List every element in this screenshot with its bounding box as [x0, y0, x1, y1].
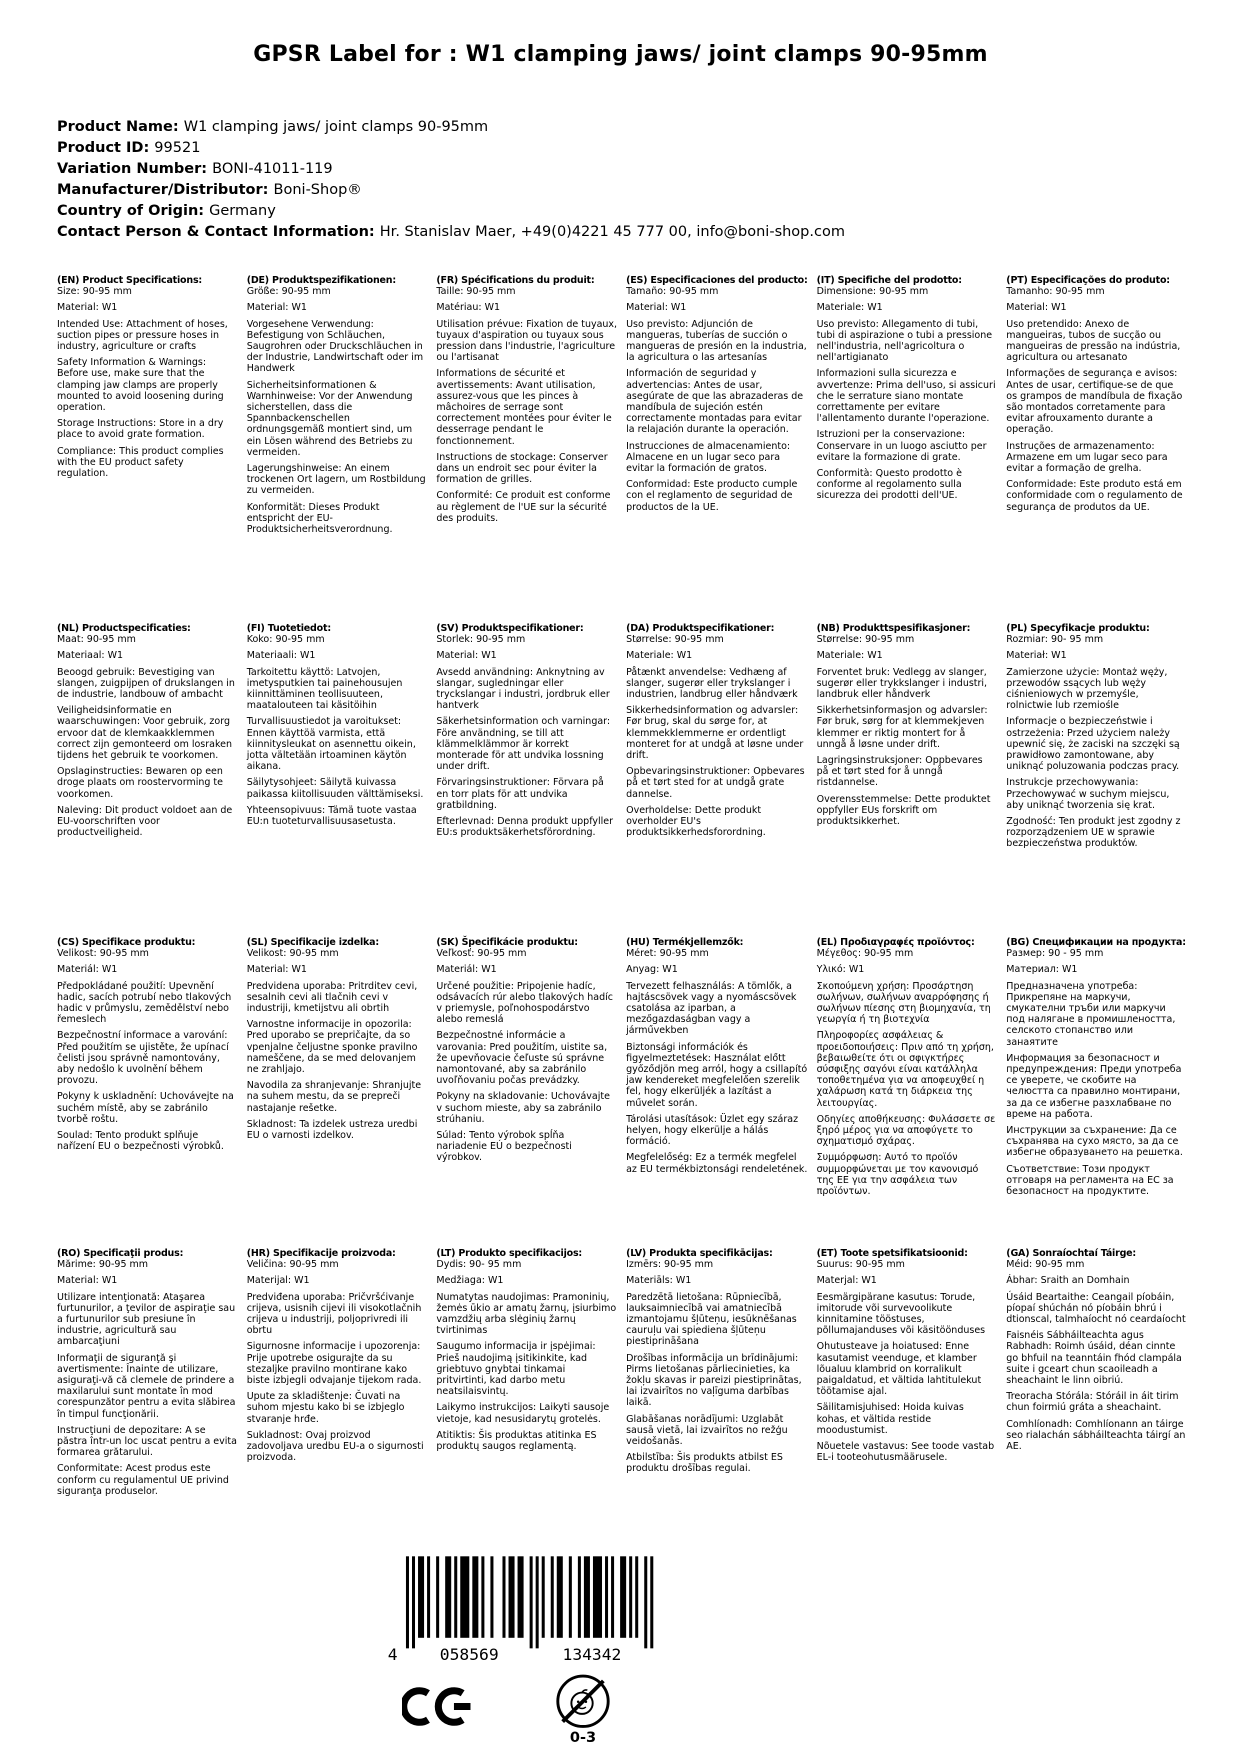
barcode-bar	[578, 1556, 581, 1637]
spec-paragraph: Sigurnosne informacije i upozorenja: Prije upotrebe osigurajte da su stezaljke pravilno montirane kako biste izbjegli odvajanje tijekom rada.	[246, 1341, 422, 1387]
product-info-row	[57, 159, 1184, 180]
spec-paragraph: Veľkosť: 90-95 mm	[436, 948, 527, 960]
spec-paragraph: Numatytas naudojimas: Pramoninių, žemės ūkio ar amatų žarnų, įsiurbimo vamzdžių arba slėginių žarnų tvirtinimas	[436, 1291, 617, 1337]
spec-paragraph: Nõuetele vastavus: See toode vastab EL-i tooteohutusmäärusele.	[816, 1441, 995, 1464]
barcode-bar	[551, 1556, 554, 1637]
barcode-bar	[406, 1556, 409, 1648]
spec-paragraph: Информация за безопасност и предупреждения: Преди употреба се уверете, че скобите на челюстта са правилно монтирани, за да се избегне разхлабване по време на работа.	[1006, 1052, 1182, 1120]
spec-paragraph: Comhlíonadh: Comhlíonann an táirge seo rialachán sábháilteachta táirgí an AE.	[1006, 1418, 1186, 1453]
spec-paragraph: Materiál: W1	[57, 964, 118, 976]
barcode-bar	[569, 1556, 572, 1637]
spec-paragraph: Efterlevnad: Denna produkt uppfyller EU:s produktsäkerhetsförordning.	[436, 816, 614, 839]
spec-paragraph: Tamanho: 90-95 mm	[1006, 286, 1105, 298]
product-info-value: Boni-Shop®	[273, 182, 362, 198]
lang-block-it	[817, 275, 998, 623]
spec-paragraph: Materiale: W1	[626, 650, 693, 662]
spec-paragraph: Konformität: Dieses Produkt entspricht der EU-Produktsicherheitsverordnung.	[246, 501, 393, 536]
barcode-bar	[629, 1556, 632, 1637]
spec-paragraph: Material: W1	[246, 302, 307, 314]
spec-paragraph: Οδηγίες αποθήκευσης: Φυλάσσετε σε ξηρό μέρος για να αποφύγετε το σχηματισμό σχάρας.	[816, 1113, 996, 1148]
spec-paragraph: Rozmiar: 90- 95 mm	[1006, 634, 1104, 646]
barcode-digits-group1: 058569	[439, 1644, 499, 1664]
spec-paragraph: Instrukcje przechowywania: Przechowywać w suchym miejscu, aby uniknąć tworzenia się krat.	[1006, 777, 1170, 811]
spec-paragraph: Materiale: W1	[816, 650, 883, 662]
lang-block-heading: (RO) Specificaţii produs:	[57, 1248, 184, 1259]
lang-block-sk	[436, 937, 617, 1248]
spec-paragraph: Informacje o bezpieczeństwie i ostrzeżenia: Przed użyciem należy upewnić się, że zaciski na szczęki są prawidłowo zamontowane, aby uniknąć poluzowania podczas pracy.	[1006, 716, 1180, 773]
spec-paragraph: Størrelse: 90-95 mm	[626, 634, 724, 646]
lang-block-cs	[57, 937, 238, 1248]
spec-paragraph: Taille: 90-95 mm	[436, 286, 516, 298]
spec-paragraph: Biztonsági információk és figyelmeztetések: Használat előtt győződjön meg arról, hogy a csillapító jaw kendereket megfelelően szerelik fel, hogy elkerüljék a lazítást a művelet során.	[626, 1041, 808, 1109]
conformity-marks	[402, 1672, 1241, 1748]
barcode-bar	[509, 1556, 515, 1637]
spec-paragraph: Instructions de stockage: Conserver dans un endroit sec pour éviter la formation de grilles.	[436, 451, 608, 486]
spec-paragraph: Laikymo instrukcijos: Laikyti sausoje vietoje, kad nesusidarytų grotelės.	[436, 1402, 610, 1425]
spec-paragraph: Méid: 90-95 mm	[1006, 1259, 1085, 1271]
product-info-value: Hr. Stanislav Maer, +49(0)4221 45 777 00, info@boni-shop.com	[379, 224, 845, 240]
barcode-bar	[490, 1556, 493, 1637]
spec-paragraph: Materiaali: W1	[246, 650, 316, 662]
spec-paragraph: Izmērs: 90-95 mm	[626, 1259, 714, 1271]
product-info-label: Variation Number:	[57, 161, 213, 177]
lang-block-heading: (HR) Specifikacije proizvoda:	[246, 1248, 396, 1259]
spec-paragraph: Yhteensopivuus: Tämä tuote vastaa EU:n tuoteturvallisuusasetusta.	[246, 804, 417, 828]
spec-paragraph: Informaţii de siguranţă şi avertismente: Înainte de utilizare, asiguraţi-vă că clemele de prindere a maxilarului sunt montate în mod corespunzător pentru a evita slăbirea în timpul funcţionării.	[57, 1352, 236, 1420]
spec-paragraph: Atbilstība: Šis produkts atbilst ES produktu drošības regulai.	[626, 1452, 783, 1475]
barcode-bar	[418, 1556, 424, 1637]
lang-block-heading: (LV) Produkta specifikācijas:	[626, 1248, 773, 1259]
lang-block-da	[626, 623, 808, 937]
barcode-bar	[445, 1556, 451, 1637]
barcode-bar	[650, 1556, 653, 1648]
spec-paragraph: Velikost: 90-95 mm	[57, 948, 149, 960]
lang-block-heading: (DE) Produktspezifikationen:	[246, 275, 396, 286]
spec-paragraph: Paredzētā lietošana: Rūpniecībā, lauksaimniecībā vai amatniecībā izmantojamu šļūteņu, iesūknēšanas cauruļu vai spiediena šļūteņu piestiprināšana	[626, 1291, 797, 1348]
barcode-bar	[502, 1556, 505, 1637]
spec-paragraph: Uso previsto: Adjunción de mangueras, tuberías de succión o mangueras de presión en la industria, la agricultura o las artesanías	[626, 318, 807, 364]
spec-paragraph: Materiál: W1	[436, 964, 497, 976]
barcode-bar	[412, 1556, 415, 1648]
lang-block-ga	[1006, 1248, 1187, 1502]
spec-paragraph: Storage Instructions: Store in a dry place to avoid grate formation.	[57, 418, 224, 441]
lang-block-heading: (SV) Produktspecifikationer:	[436, 623, 584, 634]
lang-block-heading: (HU) Termékjellemzők:	[626, 937, 744, 948]
product-info-value: Germany	[209, 203, 276, 219]
spec-paragraph: Opbevaringsinstruktioner: Opbevares på et tørt sted for at undgå grate dannelse.	[626, 766, 805, 800]
spec-paragraph: Material: W1	[57, 1275, 118, 1287]
spec-paragraph: Opslaginstructies: Bewaren op een droge plaats om roostervorming te voorkomen.	[57, 766, 223, 800]
age-warning-label: 0-3	[569, 1730, 597, 1747]
spec-paragraph: Pokyny k uskladnění: Uchovávejte na suchém místě, aby se zabránilo tvorbě roštu.	[57, 1091, 234, 1125]
spec-paragraph: Säilytysohjeet: Säilytä kuivassa paikassa kiitollisuuden välttämiseksi.	[246, 777, 424, 800]
spec-paragraph: Utilisation prévue: Fixation de tuyaux, tuyaux d'aspiration ou tuyaux sous pression dans l'industrie, l'agriculture ou l'artisanat	[436, 318, 618, 364]
spec-paragraph: Sicherheitsinformationen & Warnhinweise: Vor der Anwendung sicherstellen, dass die Spannbackenschellen ordnungsgemäß montiert sind, um ein Lösen während des Betriebs zu vermeiden.	[246, 379, 413, 458]
barcode-bar	[605, 1556, 608, 1637]
spec-paragraph: Bezpečnostné informácie a varovania: Pred použitím, uistite sa, že upevňovacie čeľuste sú správne namontované, aby sa zabránilo uvoľňovaniu počas prevádzky.	[436, 1030, 608, 1087]
spec-paragraph: Größe: 90-95 mm	[246, 286, 331, 298]
lang-block-heading: (IT) Specifiche del prodotto:	[816, 275, 962, 286]
spec-paragraph: Dimensione: 90-95 mm	[816, 286, 929, 298]
lang-block-fi	[247, 623, 428, 937]
product-info-value: BONI-41011-119	[212, 161, 333, 177]
lang-block-lv	[626, 1248, 808, 1502]
lang-block-es	[626, 275, 808, 623]
page-title: GPSR Label for : W1 clamping jaws/ joint clamps 90-95mm	[253, 42, 988, 67]
spec-paragraph: Ohutusteave ja hoiatused: Enne kasutamist veenduge, et klamber lõualuu klambrid on korralikult paigaldatud, et vältida lahtitulekut töötamise ajal.	[816, 1341, 982, 1398]
spec-paragraph: Material: W1	[436, 650, 497, 662]
lang-block-heading: (EL) Προδιαγραφές προϊόντος:	[816, 937, 975, 948]
spec-paragraph: Turvallisuustiedot ja varoitukset: Ennen käyttöä varmista, että kiinnitysleukat on asennettu oikein, jotta vältetään irtoaminen käytön aikana.	[246, 716, 416, 773]
spec-paragraph: Velikost: 90-95 mm	[246, 948, 339, 960]
spec-paragraph: Glabāšanas norādījumi: Uzglabāt sausā vietā, lai izvairītos no režģu veidošanās.	[626, 1413, 788, 1448]
barcode-bar	[427, 1556, 430, 1637]
spec-paragraph: Beoogd gebruik: Bevestiging van slangen, zuigpijpen of drukslangen in de industrie, landbouw of ambacht	[57, 666, 235, 701]
spec-paragraph: Materiał: W1	[1006, 650, 1067, 662]
spec-paragraph: Dydis: 90- 95 mm	[436, 1259, 522, 1271]
spec-paragraph: Материал: W1	[1006, 964, 1078, 976]
spec-paragraph: Informations de sécurité et avertissements: Avant utilisation, assurez-vous que les pinces à mâchoires de serrage sont correctement montées pour éviter le desserrage pendant le fonctionnement.	[436, 368, 612, 447]
spec-paragraph: Tamaño: 90-95 mm	[626, 286, 719, 298]
spec-paragraph: Tervezett felhasználás: A tömlők, a hajtáscsövek vagy a nyomáscsövek csatolása az iparban, a mezőgazdaságban vagy a járművekben	[626, 980, 797, 1037]
spec-paragraph: Compliance: This product complies with the EU product safety regulation.	[57, 445, 224, 480]
lang-block-heading: (ES) Especificaciones del producto:	[626, 275, 808, 286]
spec-paragraph: Instruções de armazenamento: Armazene em um lugar seco para evitar a formação de grelha.	[1006, 440, 1168, 475]
spec-paragraph: Información de seguridad y advertencias: Antes de usar, asegúrate de que las abrazaderas de mandíbula de sujeción estén correctamente montadas para evitar la relajación durante la operación.	[626, 368, 804, 436]
product-info-section	[57, 117, 1184, 243]
spec-paragraph: Material: W1	[626, 302, 687, 314]
product-info-value: 99521	[154, 140, 201, 156]
lang-block-bg	[1006, 937, 1187, 1248]
lang-block-pt	[1006, 275, 1187, 623]
spec-paragraph: Sikkerhetsinformasjon og advarsler: Før bruk, sørg for at klemmekjeven klemmer er riktig montert for å unngå å løsne under drift.	[816, 705, 988, 750]
lang-block-heading: (ET) Toote spetsifikatsioonid:	[816, 1248, 968, 1259]
barcode-bar	[557, 1556, 563, 1637]
ean-barcode	[382, 1556, 660, 1664]
lang-block-el	[817, 937, 998, 1248]
product-info-value: W1 clamping jaws/ joint clamps 90-95mm	[183, 119, 489, 135]
barcode-bar	[644, 1556, 647, 1648]
spec-paragraph: Saugumo informacija ir įspėjimai: Prieš naudojimą įsitikinkite, kad griebtuvo gnybtai tinkamai pritvirtinti, kad darbo metu neatsilaisvintų.	[436, 1341, 596, 1398]
label-footer	[0, 1556, 1241, 1748]
barcode-bar	[635, 1556, 638, 1637]
barcode-bar	[481, 1556, 484, 1637]
barcode-digit-left: 4	[387, 1644, 398, 1664]
spec-paragraph: Σκοπούμενη χρήση: Προσάρτηση σωλήνων, σωλήνων αναρρόφησης ή σωλήνων πίεσης στη βιομηχανία, τη γεωργία ή τη βιοτεχνία	[816, 980, 991, 1026]
lang-block-lt	[436, 1248, 617, 1502]
spec-paragraph: Conformità: Questo prodotto è conforme al regolamento sulla sicurezza dei prodotti dell'UE.	[816, 468, 962, 502]
barcode-bar	[460, 1556, 469, 1637]
spec-paragraph: Informações de segurança e avisos: Antes de usar, certifique-se de que os grampos de mandíbula de fixação são montados corretamente para evitar afrouxamento durante a operação.	[1006, 368, 1183, 436]
ce-mark-icon	[402, 1686, 476, 1727]
barcode-bar	[584, 1556, 590, 1637]
spec-paragraph: Μέγεθος: 90-95 mm	[816, 948, 914, 960]
spec-paragraph: Påtænkt anvendelse: Vedhæng af slanger, sugerør eller trykslanger i industrien, landbrug eller håndværk	[626, 666, 798, 701]
spec-paragraph: Předpokládané použití: Upevnění hadic, sacích potrubí nebo tlakových hadic v průmyslu, zemědělství nebo řemeslech	[57, 980, 232, 1026]
lang-block-heading: (DA) Produktspecifikationer:	[626, 623, 775, 634]
spec-paragraph: Material: W1	[246, 964, 307, 976]
ean-barcode-bars-icon	[382, 1556, 660, 1664]
barcode-bar	[472, 1556, 478, 1637]
spec-paragraph: Uso previsto: Allegamento di tubi, tubi di aspirazione o tubi a pressione nell'industria, nell'agricoltura o nell'artigianato	[816, 318, 993, 364]
spec-paragraph: Material: W1	[57, 302, 118, 314]
lang-block-heading: (BG) Спецификации на продукта:	[1006, 937, 1186, 948]
spec-paragraph: Predviđena uporaba: Pričvršćivanje crijeva, usisnih cijevi ili visokotlačnih crijeva u industriji, poljoprivredi ili obrtu	[246, 1291, 422, 1337]
spec-paragraph: Suurus: 90-95 mm	[816, 1259, 905, 1271]
product-info-label: Manufacturer/Distributor:	[57, 182, 274, 198]
spec-paragraph: Matériau: W1	[436, 302, 501, 314]
product-info-row	[57, 180, 1184, 201]
spec-paragraph: Maat: 90-95 mm	[57, 634, 136, 646]
barcode-bar	[454, 1556, 457, 1637]
lang-block-heading: (GA) Sonraíochtaí Táirge:	[1006, 1248, 1137, 1259]
lang-block-nl	[57, 623, 238, 937]
spec-paragraph: Bezpečnostní informace a varování: Před použitím se ujistěte, že upínací čelisti jsou správně namontovány, aby nedošlo k uvolnění během provozu.	[57, 1030, 229, 1087]
spec-paragraph: Treoracha Stórála: Stóráil in áit tirim chun foirmiú gráta a sheachaint.	[1006, 1391, 1179, 1414]
spec-paragraph: Размер: 90 - 95 mm	[1006, 948, 1104, 960]
spec-paragraph: Drošības informācija un brīdinājumi: Pirms lietošanas pārliecinieties, ka žokļu skavas ir pareizi piestiprinātas, lai izvairītos no vaļīguma darbības laikā.	[626, 1352, 802, 1409]
spec-paragraph: Instrucciones de almacenamiento: Almacene en un lugar seco para evitar la formación de gratos.	[626, 440, 791, 475]
spec-paragraph: Predvidena uporaba: Pritrditev cevi, sesalnih cevi ali tlačnih cevi v industriji, kmetijstvu ali obrtih	[246, 980, 418, 1015]
lang-block-heading: (NB) Produkttspesifikasjoner:	[816, 623, 971, 634]
spec-paragraph: Eesmärgipärane kasutus: Torude, imitorude või survevoolikute kinnitamine tööstuses, põllumajanduses või käsitöönduses	[816, 1291, 986, 1337]
spec-paragraph: Istruzioni per la conservazione: Conservare in un luogo asciutto per evitare la formazione di grate.	[816, 429, 987, 463]
spec-paragraph: Mărime: 90-95 mm	[57, 1259, 149, 1271]
spec-paragraph: Medžiaga: W1	[436, 1275, 504, 1287]
spec-paragraph: Intended Use: Attachment of hoses, suction pipes or pressure hoses in industry, agriculture or crafts	[57, 318, 228, 353]
age-warning-0-3-icon	[552, 1672, 614, 1748]
spec-paragraph: Pokyny na skladovanie: Uchovávajte v suchom mieste, aby sa zabránilo strúhaniu.	[436, 1091, 610, 1125]
lang-block-heading: (LT) Produkto specifikacijos:	[436, 1248, 583, 1259]
spec-paragraph: Συμμόρφωση: Αυτό το προϊόν συμμορφώνεται με τον κανονισμό της ΕΕ για την ασφάλεια των προϊόντων.	[816, 1152, 979, 1198]
barcode-digits-group2: 134342	[562, 1644, 622, 1664]
spec-paragraph: Materiāls: W1	[626, 1275, 692, 1287]
spec-paragraph: Material: W1	[1006, 302, 1067, 314]
spec-paragraph: Veličina: 90-95 mm	[246, 1259, 339, 1271]
spec-paragraph: Πληροφορίες ασφάλειας & προειδοποιήσεις: Πριν από τη χρήση, βεβαιωθείτε ότι οι σφιγκτήρες σύσφιξης σαγόνι είναι κατάλληλα τοποθετημένα για να αποφευχθεί η χαλάρωση κατά τη διάρκεια της λειτουργίας.	[816, 1030, 994, 1109]
lang-block-heading: (FI) Tuotetiedot:	[246, 623, 331, 634]
spec-paragraph: Navodila za shranjevanje: Shranjujte na suhem mestu, da se prepreči nastajanje rešetke.	[246, 1080, 422, 1114]
barcode-bar	[593, 1556, 602, 1637]
product-info-row	[57, 222, 1184, 243]
spec-paragraph: Určené použitie: Pripojenie hadíc, odsávacích rúr alebo tlakových hadíc v priemysle, poľnohospodárstvo alebo remeslá	[436, 980, 613, 1026]
spec-paragraph: Conformidad: Este producto cumple con el reglamento de seguridad de productos de la UE.	[626, 479, 798, 513]
spec-paragraph: Materiale: W1	[816, 302, 883, 314]
spec-paragraph: Koko: 90-95 mm	[246, 634, 325, 646]
lang-block-heading: (PL) Specyfikacje produktu:	[1006, 623, 1150, 634]
lang-block-sv	[436, 623, 617, 937]
spec-paragraph: Size: 90-95 mm	[57, 286, 132, 298]
spec-paragraph: Faisnéis Sábháilteachta agus Rabhadh: Roimh úsáid, déan cinnte go bhfuil na teanntáin fhód clampála suite i gceart chun scaoileadh a sheachaint le linn oibriú.	[1006, 1330, 1182, 1387]
spec-paragraph: Upute za skladištenje: Čuvati na suhom mjestu kako bi se izbjeglo stvaranje hrđe.	[246, 1391, 405, 1425]
spec-paragraph: Størrelse: 90-95 mm	[816, 634, 915, 646]
spec-paragraph: Uso pretendido: Anexo de mangueiras, tubos de sucção ou mangueiras de pressão na indústria, agricultura ou artesanato	[1006, 318, 1181, 364]
spec-paragraph: Méret: 90-95 mm	[626, 948, 709, 960]
spec-paragraph: Förvaringsinstruktioner: Förvara på en torr plats för att undvika gratbildning.	[436, 777, 604, 811]
spec-paragraph: Materiaal: W1	[57, 650, 124, 662]
spec-paragraph: Υλικό: W1	[816, 964, 865, 976]
lang-block-de	[247, 275, 428, 623]
spec-paragraph: Zgodność: Ten produkt jest zgodny z rozporządzeniem UE w sprawie bezpieczeństwa produktów.	[1006, 816, 1181, 850]
spec-paragraph: Utilizare intenţionată: Ataşarea furtunurilor, a ţevilor de aspiraţie sau a furtunurilor sub presiune în industrie, agricultură sau ambarcaţiuni	[57, 1291, 236, 1348]
spec-paragraph: Tárolási utasítások: Üzlet egy száraz helyen, hogy elkerülje a hálás formáció.	[626, 1113, 799, 1148]
product-info-row	[57, 201, 1184, 222]
spec-paragraph: Съответствие: Този продукт отговаря на регламента на ЕС за безопасност на продуктите.	[1006, 1163, 1174, 1198]
lang-block-heading: (PT) Especificações do produto:	[1006, 275, 1170, 286]
product-info-row	[57, 138, 1184, 159]
lang-block-heading: (EN) Product Specifications:	[57, 275, 202, 286]
spec-paragraph: Overholdelse: Dette produkt overholder EU's produktsikkerhedsforordning.	[626, 804, 766, 839]
spec-paragraph: Инструкции за съхранение: Да се съхранява на сухо място, за да се избегне образуването на решетка.	[1006, 1125, 1183, 1159]
lang-block-sl	[247, 937, 428, 1248]
spec-paragraph: Zamierzone użycie: Montaż węży, przewodów ssących lub węży ciśnieniowych w przemyśle, rolnictwie lub rzemiośle	[1006, 666, 1168, 712]
lang-block-hr	[247, 1248, 428, 1502]
spec-paragraph: Overensstemmelse: Dette produktet oppfyller EUs forskrift om produktsikkerhet.	[816, 793, 991, 828]
barcode-bar	[620, 1556, 626, 1637]
lang-block-heading: (SK) Špecifikácie produktu:	[436, 937, 578, 948]
spec-paragraph: Lagringsinstruksjoner: Oppbevares på et tørt sted for å unngå ristdannelse.	[816, 755, 983, 789]
spec-paragraph: Sikkerhedsinformation og advarsler: Før brug, skal du sørge for, at klemmekklemmerne er ordentligt monteret for at undgå at løsne under drift.	[626, 705, 804, 762]
spec-paragraph: Tarkoitettu käyttö: Latvojen, imetysputkien tai painehousujen kiinnittäminen teollisuuteen, maatalouteen tai käsitöihin	[246, 666, 403, 712]
product-info-label: Product ID:	[57, 140, 155, 156]
barcode-bar	[536, 1556, 539, 1648]
lang-block-pl	[1006, 623, 1187, 937]
barcode-bar	[542, 1556, 545, 1637]
barcode-bar	[530, 1556, 533, 1648]
product-info-label: Contact Person & Contact Information:	[57, 224, 380, 240]
spec-paragraph: Varnostne informacije in opozorila: Pred uporabo se prepričajte, da so vpenjalne čeljustne sponke pravilno nameščene, da se med delovanjem ne zrahljajo.	[246, 1019, 418, 1076]
spec-paragraph: Naleving: Dit product voldoet aan de EU-voorschriften voor productveiligheid.	[57, 804, 233, 839]
spec-paragraph: Materijal: W1	[246, 1275, 310, 1287]
spec-paragraph: Conformité: Ce produit est conforme au règlement de l'UE sur la sécurité des produits.	[436, 490, 611, 524]
spec-paragraph: Vorgesehene Verwendung: Befestigung von Schläuchen, Saugrohren oder Druckschläuchen in der Industrie, Landwirtschaft oder im Handwerk	[246, 318, 424, 375]
spec-paragraph: Säilitamisjuhised: Hoida kuivas kohas, et vältida restide moodustumist.	[816, 1402, 964, 1436]
lang-block-heading: (CS) Specifikace produktu:	[57, 937, 196, 948]
spec-paragraph: Informazioni sulla sicurezza e avvertenze: Prima dell'uso, si assicuri che le serrature siano montate correttamente per evitare l'allentamento durante l'operazione.	[816, 368, 996, 425]
spec-paragraph: Storlek: 90-95 mm	[436, 634, 526, 646]
spec-paragraph: Предназначена употреба: Прикрепяне на маркучи, смукателни тръби или маркучи под налягане в промишлеността, селското стопанство или занаятите	[1006, 980, 1176, 1048]
lang-block-heading: (FR) Spécifications du produit:	[436, 275, 595, 286]
spec-paragraph: Forventet bruk: Vedlegg av slanger, sugerør eller trykkslanger i industri, landbruk eller håndverk	[816, 666, 988, 701]
product-info-label: Product Name:	[57, 119, 184, 135]
spec-paragraph: Conformidade: Este produto está em conformidade com o regulamento de segurança de produtos da UE.	[1006, 479, 1183, 513]
spec-paragraph: Megfelelőség: Ez a termék megfelel az EU termékbiztonsági rendeletének.	[626, 1152, 808, 1175]
spec-paragraph: Súlad: Tento výrobok spĺňa nariadenie EÚ o bezpečnosti výrobkov.	[436, 1130, 572, 1164]
spec-paragraph: Atitiktis: Šis produktas atitinka ES produktų saugos reglamentą.	[436, 1429, 597, 1453]
spec-paragraph: Skladnost: Ta izdelek ustreza uredbi EU o varnosti izdelkov.	[246, 1118, 418, 1142]
spec-paragraph: Ábhar: Sraith an Domhain	[1006, 1275, 1130, 1287]
lang-block-et	[817, 1248, 998, 1502]
spec-paragraph: Anyag: W1	[626, 964, 678, 976]
spec-paragraph: Safety Information & Warnings: Before use, make sure that the clamping jaw clamps are properly mounted to avoid loosening during operation.	[57, 357, 224, 414]
lang-block-fr	[436, 275, 617, 623]
barcode-bar	[611, 1556, 614, 1637]
spec-paragraph: Soulad: Tento produkt splňuje nařízení EU o bezpečnosti výrobků.	[57, 1130, 224, 1153]
barcode-bar	[436, 1556, 439, 1637]
spec-paragraph: Conformitate: Acest produs este conform cu regulamentul UE privind siguranţa produselor.	[57, 1463, 229, 1497]
language-specifications-grid	[57, 275, 1187, 1502]
spec-paragraph: Avsedd användning: Anknytning av slangar, sugledningar eller tryckslangar i industri, jordbruk eller hantverk	[436, 666, 610, 712]
spec-paragraph: Sukladnost: Ovaj proizvod zadovoljava uredbu EU-a o sigurnosti proizvoda.	[246, 1429, 424, 1464]
lang-block-ro	[57, 1248, 238, 1502]
spec-paragraph: Säkerhetsinformation och varningar: Före användning, se till att klämmelklämmor är korrekt monterade för att undvika lossning under drift.	[436, 716, 611, 773]
spec-paragraph: Instrucţiuni de depozitare: A se păstra într-un loc uscat pentru a evita formarea grătarului.	[57, 1424, 237, 1459]
barcode-bar	[518, 1556, 524, 1637]
product-info-label: Country of Origin:	[57, 203, 210, 219]
lang-block-nb	[817, 623, 998, 937]
lang-block-heading: (NL) Productspecificaties:	[57, 623, 191, 634]
spec-paragraph: Veiligheidsinformatie en waarschuwingen: Voor gebruik, zorg ervoor dat de klemkaakklemmen correct zijn gemonteerd om losraken tijdens het gebruik te voorkomen.	[57, 705, 232, 762]
lang-block-hu	[626, 937, 808, 1248]
spec-paragraph: Materjal: W1	[816, 1275, 877, 1287]
product-info-row	[57, 117, 1184, 138]
spec-paragraph: Úsáid Beartaithe: Ceangail píobáin, píopaí shúchán nó píobáin bhrú i dtionscal, talmhaíocht nó ceardaíocht	[1006, 1291, 1186, 1326]
lang-block-heading: (SL) Specifikacije izdelka:	[246, 937, 379, 948]
lang-block-en	[57, 275, 238, 623]
spec-paragraph: Lagerungshinweise: An einem trockenen Ort lagern, um Rostbildung zu vermeiden.	[246, 463, 426, 497]
